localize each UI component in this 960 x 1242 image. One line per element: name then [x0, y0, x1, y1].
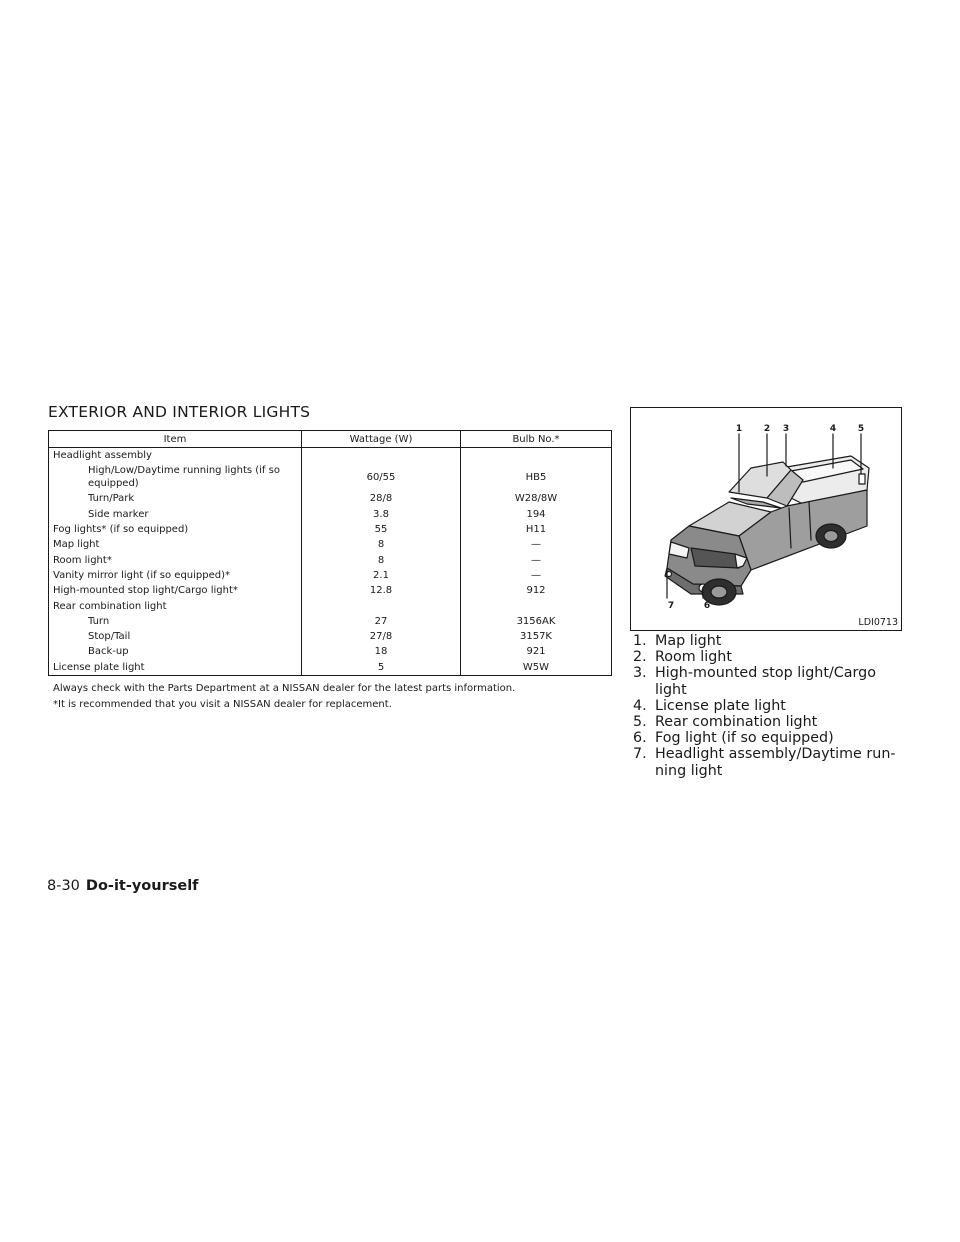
- legend-text: Map light: [655, 633, 722, 649]
- table-row: [49, 522, 612, 537]
- table-row: [49, 507, 612, 522]
- cell-item: High-mounted stop light/Cargo light*: [53, 585, 238, 597]
- table-row: [49, 463, 612, 491]
- legend-item: [633, 746, 905, 778]
- cell-wattage: 27/8: [302, 629, 461, 644]
- cell-wattage: 18: [302, 644, 461, 659]
- table-row: [49, 629, 612, 644]
- cell-item: High/Low/Daytime running lights (if so equipped): [88, 465, 280, 490]
- cell-wattage: 12.8: [302, 583, 461, 598]
- cell-bulb-number: W28/8W: [461, 491, 612, 506]
- legend-text: High-mounted stop light/Cargo light: [655, 665, 876, 698]
- legend-item: [633, 698, 905, 714]
- cell-bulb-number: —: [461, 568, 612, 583]
- cell-item: Turn/Park: [88, 493, 135, 505]
- table-row: [49, 598, 612, 613]
- callout-3: 3: [782, 424, 790, 434]
- legend-number: 4.: [633, 697, 647, 714]
- table-row: [49, 491, 612, 506]
- cell-item: Headlight assembly: [53, 450, 152, 462]
- table-header-row: [49, 431, 612, 448]
- legend-number: 1.: [633, 633, 647, 649]
- cell-bulb-number: —: [461, 552, 612, 567]
- callout-2: 2: [763, 424, 771, 434]
- truck-illustration: [631, 408, 901, 630]
- cell-item: Fog lights* (if so equipped): [53, 524, 189, 536]
- table-row: [49, 614, 612, 629]
- legend-text: Headlight assembly/Daytime run- ning light: [655, 746, 896, 779]
- cell-bulb-number: —: [461, 537, 612, 552]
- cell-bulb-number: HB5: [461, 463, 612, 491]
- callout-4: 4: [829, 424, 837, 434]
- table-row: [49, 660, 612, 676]
- table-row: [49, 537, 612, 552]
- legend-number: 7.: [633, 746, 647, 763]
- table-row: [49, 644, 612, 659]
- legend-number: 5.: [633, 714, 647, 731]
- cell-item: Back-up: [88, 646, 129, 658]
- table-row: [49, 552, 612, 567]
- cell-wattage: 8: [302, 537, 461, 552]
- legend-item: [633, 649, 905, 665]
- table-row: [49, 568, 612, 583]
- legend-number: 6.: [633, 730, 647, 747]
- note-dealer-replacement: *It is recommended that you visit a NISSAN dealer for replacement.: [53, 699, 392, 710]
- callout-1: 1: [735, 424, 743, 434]
- bulb-spec-table: [48, 430, 612, 676]
- cell-item: Turn: [88, 615, 110, 627]
- table-notes: [53, 682, 613, 714]
- legend-item: [633, 730, 905, 746]
- callout-5: 5: [857, 424, 865, 434]
- cell-wattage: 55: [302, 522, 461, 537]
- legend-text: Room light: [655, 649, 732, 666]
- legend-text: Fog light (if so equipped): [655, 730, 834, 747]
- cell-wattage: 2.1: [302, 568, 461, 583]
- figure-legend: [633, 633, 905, 779]
- cell-bulb-number: [461, 448, 612, 464]
- cell-wattage: 60/55: [302, 463, 461, 491]
- cell-item: Stop/Tail: [88, 631, 131, 643]
- section-title: EXTERIOR AND INTERIOR LIGHTS: [48, 403, 311, 421]
- legend-text: Rear combination light: [655, 714, 818, 731]
- legend-item: [633, 665, 905, 697]
- cell-wattage: 3.8: [302, 507, 461, 522]
- table-body: [49, 448, 612, 676]
- cell-item: Rear combination light: [53, 600, 167, 612]
- cell-wattage: 8: [302, 552, 461, 567]
- cell-bulb-number: 3157K: [461, 629, 612, 644]
- cell-bulb-number: 912: [461, 583, 612, 598]
- cell-bulb-number: 921: [461, 644, 612, 659]
- truck-light-locations-figure: [630, 407, 902, 631]
- legend-item: [633, 633, 905, 649]
- legend-number: 3.: [633, 665, 647, 682]
- cell-wattage: 28/8: [302, 491, 461, 506]
- page-number: 8-30: [47, 878, 80, 894]
- header-bulb-number: Bulb No.*: [461, 431, 612, 448]
- cell-item: Room light*: [53, 554, 112, 566]
- page-footer: [47, 878, 199, 894]
- cell-item: Vanity mirror light (if so equipped)*: [53, 569, 231, 581]
- legend-number: 2.: [633, 649, 647, 666]
- section-name: Do-it-yourself: [85, 878, 199, 894]
- legend-text: License plate light: [655, 697, 786, 714]
- cell-wattage: 5: [302, 660, 461, 676]
- cell-wattage: [302, 598, 461, 613]
- cell-item: Side marker: [88, 508, 149, 520]
- cell-bulb-number: W5W: [461, 660, 612, 676]
- callout-6: 6: [703, 601, 711, 611]
- cell-wattage: 27: [302, 614, 461, 629]
- figure-code: LDI0713: [858, 617, 898, 628]
- cell-bulb-number: 194: [461, 507, 612, 522]
- legend-item: [633, 714, 905, 730]
- cell-item: License plate light: [53, 661, 145, 673]
- cell-bulb-number: 3156AK: [461, 614, 612, 629]
- table-row: [49, 583, 612, 598]
- header-wattage: Wattage (W): [302, 431, 461, 448]
- cell-wattage: [302, 448, 461, 464]
- header-item: Item: [49, 431, 302, 448]
- cell-item: Map light: [53, 539, 100, 551]
- cell-bulb-number: [461, 598, 612, 613]
- callout-7: 7: [667, 601, 675, 611]
- cell-bulb-number: H11: [461, 522, 612, 537]
- table-row: [49, 448, 612, 464]
- note-parts-department: Always check with the Parts Department at a NISSAN dealer for the latest parts information.: [53, 683, 516, 694]
